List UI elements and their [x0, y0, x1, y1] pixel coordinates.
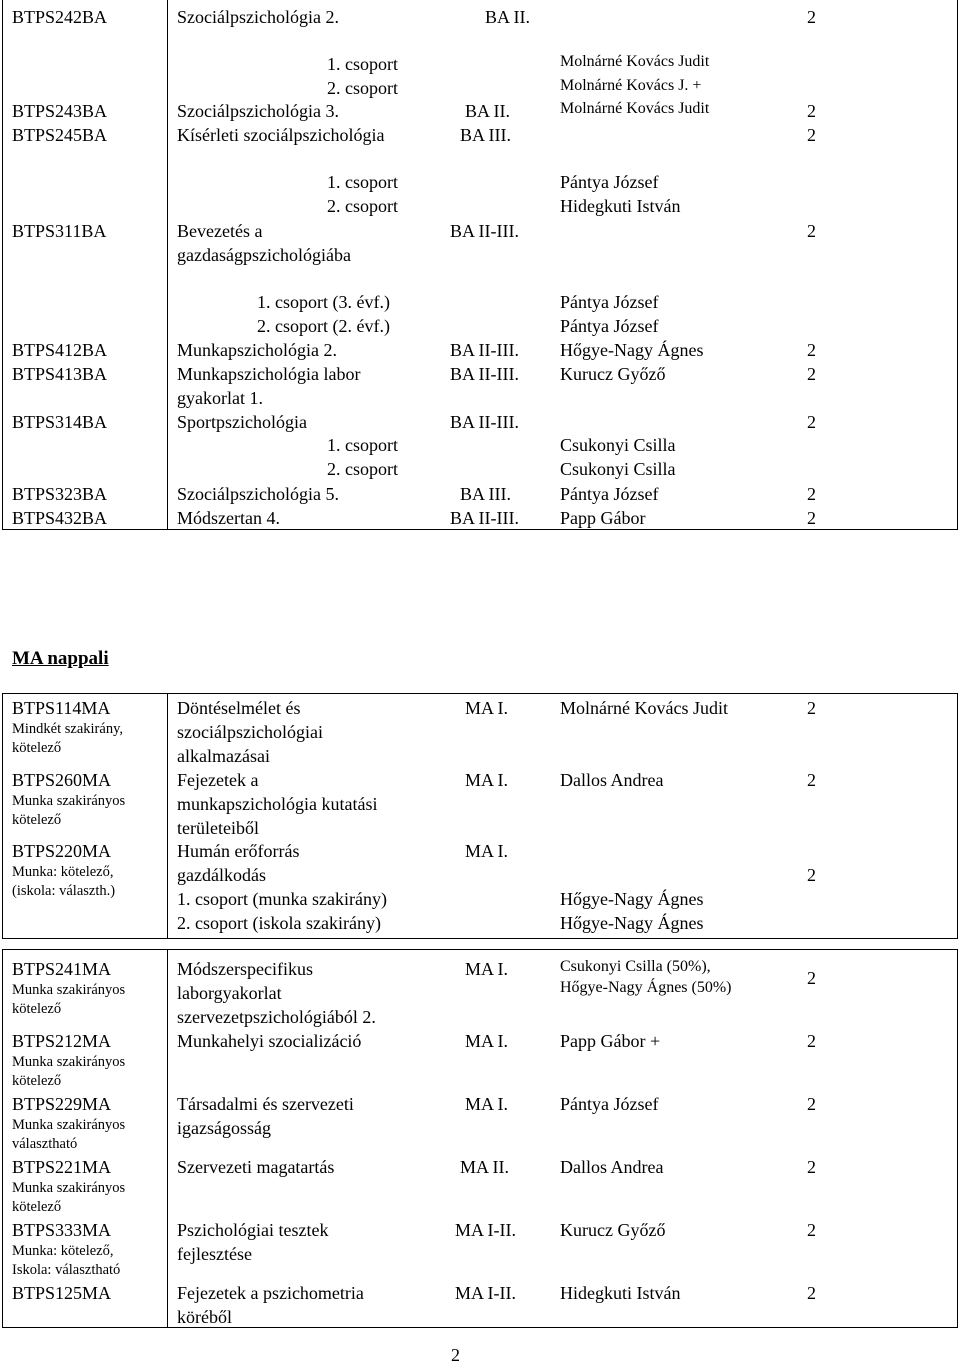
course-level: BA II. — [485, 7, 530, 27]
course-credit: 2 — [807, 221, 816, 241]
course-note: (iskola: választh.) — [12, 883, 116, 899]
section-title: MA nappali — [12, 648, 109, 669]
course-level: BA III. — [460, 125, 511, 145]
course-credit: 2 — [807, 125, 816, 145]
course-note: Mindkét szakirány, — [12, 721, 124, 737]
course-name: igazságosság — [177, 1118, 271, 1138]
teacher-name: Molnárné Kovács J. + — [560, 77, 702, 94]
course-note: kötelező — [12, 1001, 62, 1017]
teacher-name: Hidegkuti István — [560, 196, 681, 216]
course-note: kötelező — [12, 1199, 62, 1215]
course-name: Munkapszichológia labor — [177, 364, 361, 384]
course-credit: 2 — [807, 340, 816, 360]
course-note: Munka szakirányos — [12, 1054, 126, 1070]
group-label: 1. csoport (3. évf.) — [257, 292, 390, 312]
group-label: 2. csoport — [327, 196, 398, 216]
course-note: Munka: kötelező, — [12, 864, 114, 880]
course-credit: 2 — [807, 865, 816, 885]
page-number: 2 — [451, 1345, 460, 1365]
course-name: Fejezetek a — [177, 770, 259, 790]
teacher-name: Hidegkuti István — [560, 1283, 681, 1303]
course-name: gyakorlat 1. — [177, 388, 263, 408]
teacher-name: Pántya József — [560, 484, 659, 504]
course-name: munkapszichológia kutatási — [177, 794, 378, 814]
course-code: BTPS323BA — [12, 484, 108, 504]
course-name: Bevezetés a — [177, 221, 263, 241]
course-code: BTPS314BA — [12, 412, 108, 432]
course-credit: 2 — [807, 1283, 816, 1303]
course-level: BA II-III. — [450, 340, 519, 360]
course-level: BA III. — [460, 484, 511, 504]
teacher-name: Pántya József — [560, 316, 659, 336]
course-level: BA II-III. — [450, 221, 519, 241]
group-label: 1. csoport — [327, 172, 398, 192]
table-border-top — [2, 693, 958, 694]
teacher-name: Csukonyi Csilla — [560, 435, 676, 455]
course-code: BTPS229MA — [12, 1094, 112, 1114]
group-label: 1. csoport — [327, 54, 398, 74]
course-note: kötelező — [12, 1073, 62, 1089]
course-code: BTPS311BA — [12, 221, 107, 241]
teacher-name: Dallos Andrea — [560, 770, 664, 790]
course-code: BTPS220MA — [12, 841, 112, 861]
course-name: Módszertan 4. — [177, 508, 280, 528]
group-label: 2. csoport — [327, 78, 398, 98]
course-credit: 2 — [807, 484, 816, 504]
teacher-name: Hőgye-Nagy Ágnes — [560, 913, 704, 933]
course-name: köréből — [177, 1307, 232, 1327]
course-name: laborgyakorlat — [177, 983, 282, 1003]
course-level: MA I. — [465, 1094, 509, 1114]
course-level: MA I-II. — [455, 1220, 516, 1240]
table-border-top — [2, 949, 958, 950]
teacher-name: Dallos Andrea — [560, 1157, 664, 1177]
teacher-name: Papp Gábor + — [560, 1031, 661, 1051]
course-credit: 2 — [807, 1094, 816, 1114]
course-name: gazdálkodás — [177, 865, 266, 885]
course-name: Humán erőforrás — [177, 841, 300, 861]
teacher-name: Hőgye-Nagy Ágnes — [560, 889, 704, 909]
teacher-name: Molnárné Kovács Judit — [560, 698, 728, 718]
course-code: BTPS114MA — [12, 698, 111, 718]
course-name: Módszerspecifikus — [177, 959, 313, 979]
course-name: Szociálpszichológia 2. — [177, 7, 339, 27]
course-code: BTPS432BA — [12, 508, 108, 528]
course-note: Munka szakirányos — [12, 982, 126, 998]
course-credit: 2 — [807, 508, 816, 528]
course-name: fejlesztése — [177, 1244, 252, 1264]
teacher-name: Hőgye-Nagy Ágnes (50%) — [560, 979, 732, 996]
course-name: Kísérleti szociálpszichológia — [177, 125, 385, 145]
teacher-name: Kurucz Győző — [560, 1220, 666, 1240]
course-level: MA II. — [460, 1157, 509, 1177]
teacher-name: Csukonyi Csilla — [560, 459, 676, 479]
course-credit: 2 — [807, 364, 816, 384]
group-label: 2. csoport — [327, 459, 398, 479]
course-credit: 2 — [807, 101, 816, 121]
course-credit: 2 — [807, 968, 816, 988]
course-credit: 2 — [807, 1220, 816, 1240]
course-note: Munka: kötelező, — [12, 1243, 114, 1259]
table-border-bottom — [2, 1327, 958, 1328]
course-code: BTPS241MA — [12, 959, 112, 979]
teacher-name: Csukonyi Csilla (50%), — [560, 958, 711, 975]
course-name: Sportpszichológia — [177, 412, 307, 432]
course-note: választható — [12, 1136, 78, 1152]
course-code: BTPS243BA — [12, 101, 108, 121]
course-name: területeiből — [177, 818, 259, 838]
teacher-name: Pántya József — [560, 1094, 659, 1114]
table-border-left — [2, 949, 3, 1328]
course-note: Iskola: választható — [12, 1262, 121, 1278]
course-level: BA II-III. — [450, 508, 519, 528]
teacher-name: Kurucz Győző — [560, 364, 666, 384]
course-level: MA I. — [465, 959, 509, 979]
course-name: Munkahelyi szocializáció — [177, 1031, 362, 1051]
teacher-name: Pántya József — [560, 292, 659, 312]
course-code: BTPS125MA — [12, 1283, 112, 1303]
course-code: BTPS333MA — [12, 1220, 112, 1240]
course-name: szervezetpszichológiából 2. — [177, 1007, 376, 1027]
column-divider — [167, 693, 168, 939]
course-credit: 2 — [807, 698, 816, 718]
column-divider — [167, 949, 168, 1328]
course-credit: 2 — [807, 1157, 816, 1177]
course-note: kötelező — [12, 740, 62, 756]
course-code: BTPS413BA — [12, 364, 108, 384]
course-credit: 2 — [807, 412, 816, 432]
table-border-right — [957, 949, 958, 1328]
course-name: szociálpszichológiai — [177, 722, 323, 742]
course-name: Fejezetek a pszichometria — [177, 1283, 364, 1303]
course-credit: 2 — [807, 7, 816, 27]
teacher-name: Papp Gábor — [560, 508, 646, 528]
course-name: gazdaságpszichológiába — [177, 245, 351, 265]
table-border-left — [2, 693, 3, 939]
course-level: MA I-II. — [455, 1283, 516, 1303]
course-level: BA II-III. — [450, 364, 519, 384]
course-note: Munka szakirányos — [12, 793, 126, 809]
course-note: kötelező — [12, 812, 62, 828]
course-code: BTPS221MA — [12, 1157, 112, 1177]
course-level: MA I. — [465, 841, 509, 861]
course-level: MA I. — [465, 698, 509, 718]
teacher-name: Molnárné Kovács Judit — [560, 53, 710, 70]
course-code: BTPS212MA — [12, 1031, 112, 1051]
teacher-name: Pántya József — [560, 172, 659, 192]
table-border-right — [957, 693, 958, 939]
column-divider — [167, 0, 168, 530]
table-border-bottom — [2, 938, 958, 939]
course-name: alkalmazásai — [177, 746, 270, 766]
course-credit: 2 — [807, 1031, 816, 1051]
course-name: Szociálpszichológia 5. — [177, 484, 339, 504]
course-name: Társadalmi és szervezeti — [177, 1094, 354, 1114]
course-name: 1. csoport (munka szakirány) — [177, 889, 387, 909]
course-name: Pszichológiai tesztek — [177, 1220, 329, 1240]
course-name: Szervezeti magatartás — [177, 1157, 335, 1177]
course-code: BTPS242BA — [12, 7, 108, 27]
course-level: BA II-III. — [450, 412, 519, 432]
table-border-right — [957, 0, 958, 530]
course-note: Munka szakirányos — [12, 1117, 126, 1133]
teacher-name: Molnárné Kovács Judit — [560, 100, 710, 117]
course-name: Döntéselmélet és — [177, 698, 301, 718]
course-level: MA I. — [465, 1031, 509, 1051]
course-code: BTPS245BA — [12, 125, 108, 145]
course-name: 2. csoport (iskola szakirány) — [177, 913, 381, 933]
course-code: BTPS412BA — [12, 340, 108, 360]
table-border-left — [2, 0, 3, 530]
course-credit: 2 — [807, 770, 816, 790]
course-name: Munkapszichológia 2. — [177, 340, 337, 360]
course-code: BTPS260MA — [12, 770, 112, 790]
group-label: 1. csoport — [327, 435, 398, 455]
teacher-name: Hőgye-Nagy Ágnes — [560, 340, 704, 360]
course-level: BA II. — [465, 101, 510, 121]
course-name: Szociálpszichológia 3. — [177, 101, 339, 121]
course-level: MA I. — [465, 770, 509, 790]
course-note: Munka szakirányos — [12, 1180, 126, 1196]
group-label: 2. csoport (2. évf.) — [257, 316, 390, 336]
